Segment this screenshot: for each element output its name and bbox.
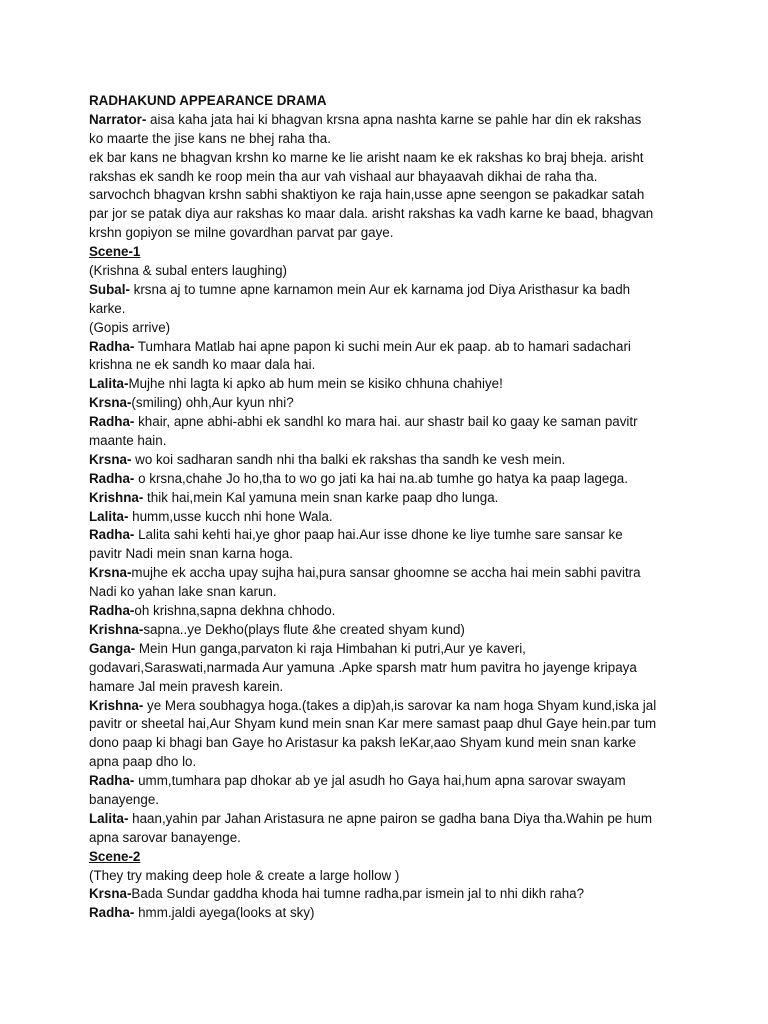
text-line: (Krishna & subal enters laughing) <box>89 263 287 279</box>
speaker-name: Radha- <box>89 414 135 430</box>
speaker-name: Krishna- <box>89 621 144 637</box>
speaker-name: Krishna- <box>89 489 144 505</box>
speaker-name: Radha- <box>89 470 135 486</box>
dialogue-text: umm,tumhara pap dhokar ab ye jal asudh ho Gaya hai,hum apna sarovar swayam <box>134 773 626 789</box>
dialogue-line <box>89 338 690 357</box>
dialogue-line <box>89 621 690 640</box>
dialogue-text: Lalita sahi kehti hai,ye ghor paap hai.Aur isse dhone ke liye tumhe sare sansar ke <box>134 527 623 543</box>
speaker-name: Radha- <box>89 527 135 543</box>
speaker-name: Krsna- <box>89 886 132 902</box>
dialogue-line <box>89 508 690 527</box>
dialogue-line <box>89 470 690 489</box>
dialogue-line <box>89 885 690 904</box>
dialogue-line <box>89 394 690 413</box>
dialogue-text: Tumhara Matlab hai apne papon ki suchi mein Aur ek paap. ab to hamari sadachari <box>134 338 631 354</box>
dialogue-text: humm,usse kucch nhi hone Wala. <box>128 508 333 524</box>
dialogue-line <box>89 526 690 545</box>
dialogue-text: hmm.jaldi ayega(looks at sky) <box>134 905 315 921</box>
text-line: ek bar kans ne bhagvan krshn ko marne ke lie arisht naam ke ek rakshas ko braj bheja. arisht <box>89 149 644 165</box>
dialogue-text: aisa kaha jata hai ki bhagvan krsna apna nashta karne se pahle har din ek rakshas <box>146 111 642 127</box>
speaker-name: Krsna- <box>89 565 132 581</box>
speaker-name: Subal- <box>89 281 130 297</box>
text-line: apna paap dho lo. <box>89 754 197 770</box>
scene-heading: Scene-1 <box>89 244 141 260</box>
dialogue-line <box>89 281 690 300</box>
text-line: ko maarte the jise kans ne bhej raha tha. <box>89 130 331 146</box>
dialogue-line <box>89 413 690 432</box>
dialogue-line <box>89 772 690 791</box>
text-line: dono paap ki bhagi ban Gaye ho Aristasur ka paksh leKar,aao Shyam kund mein snan karke <box>89 735 637 751</box>
dialogue-text: thik hai,mein Kal yamuna mein snan karke paap dho lunga. <box>143 489 499 505</box>
text-line: apna sarovar banayenge. <box>89 829 241 845</box>
text-line: (They try making deep hole & create a large hollow ) <box>89 867 400 883</box>
dialogue-text: Mein Hun ganga,parvaton ki raja Himbahan ki putri,Aur ye kaveri, <box>135 640 526 656</box>
text-line: maante hain. <box>89 433 167 449</box>
text-line: rakshas ek sandh ke roop mein tha aur vah vishaal aur bhayaavah dikhai de raha tha. <box>89 168 598 184</box>
dialogue-text: haan,yahin par Jahan Aristasura ne apne pairon se gadha bana Diya tha.Wahin pe hum <box>128 810 653 826</box>
text-line: sarvochch bhagvan krshn sabhi shaktiyon ke raja hain,usse apne seengon se pakadkar satah <box>89 187 645 203</box>
dialogue-line <box>89 602 690 621</box>
dialogue-text: (smiling) ohh,Aur kyun nhi? <box>131 395 294 411</box>
scene-heading: Scene-2 <box>89 848 141 864</box>
script-body <box>89 111 690 923</box>
text-line: pavitr Nadi mein snan karna hoga. <box>89 546 293 562</box>
speaker-name: Lalita- <box>89 810 129 826</box>
dialogue-text: ye Mera soubhagya hoga.(takes a dip)ah,is sarovar ka nam hoga Shyam kund,iska jal <box>143 697 657 713</box>
speaker-name: Ganga- <box>89 640 136 656</box>
dialogue-text: oh krishna,sapna dekhna chhodo. <box>134 603 336 619</box>
dialogue-line <box>89 640 690 659</box>
speaker-name: Radha- <box>89 603 135 619</box>
speaker-name: Radha- <box>89 905 135 921</box>
text-line: karke. <box>89 300 126 316</box>
dialogue-text: khair, apne abhi-abhi ek sandhl ko mara hai. aur shastr bail ko gaay ke saman pavitr <box>134 414 638 430</box>
dialogue-line <box>89 697 690 716</box>
text-line: banayenge. <box>89 791 159 807</box>
dialogue-line <box>89 904 690 923</box>
dialogue-line <box>89 564 690 583</box>
dialogue-text: sapna..ye Dekho(plays flute &he created shyam kund) <box>143 621 465 637</box>
dialogue-text: Mujhe nhi lagta ki apko ab hum mein se kisiko chhuna chahiye! <box>128 376 503 392</box>
speaker-name: Krsna- <box>89 451 132 467</box>
speaker-name: Krishna- <box>89 697 144 713</box>
dialogue-line <box>89 375 690 394</box>
text-line: krishna ne ek sandh ko maar dala hai. <box>89 357 316 373</box>
text-line: par jor se patak diya aur rakshas ko maar dala. arisht rakshas ka vadh karne ke baad, bhagvan <box>89 206 654 222</box>
speaker-name: Radha- <box>89 338 135 354</box>
dialogue-text: Bada Sundar gaddha khoda hai tumne radha,par ismein jal to nhi dikh raha? <box>131 886 585 902</box>
speaker-name: Krsna- <box>89 395 132 411</box>
speaker-name: Lalita- <box>89 508 129 524</box>
text-line: krshn gopiyon se milne govardhan parvat par gaye. <box>89 225 394 241</box>
document-title: RADHAKUND APPEARANCE DRAMA <box>89 93 327 108</box>
speaker-name: Radha- <box>89 773 135 789</box>
text-line: godavari,Saraswati,narmada Aur yamuna .Apke sparsh matr hum pavitra ho jayenge kripaya <box>89 659 637 675</box>
dialogue-text: krsna aj to tumne apne karnamon mein Aur ek karnama jod Diya Aristhasur ka badh <box>129 281 631 297</box>
text-line: (Gopis arrive) <box>89 319 171 335</box>
text-line: Nadi ko yahan lake snan karun. <box>89 584 277 600</box>
dialogue-line <box>89 111 690 130</box>
dialogue-line <box>89 810 690 829</box>
dialogue-text: wo koi sadharan sandh nhi tha balki ek rakshas tha sandh ke vesh mein. <box>131 451 566 467</box>
text-line: hamare Jal mein pravesh karein. <box>89 678 284 694</box>
speaker-name: Narrator- <box>89 111 147 127</box>
dialogue-text: mujhe ek accha upay sujha hai,pura sansar ghoomne se accha hai mein sabhi pavitra <box>131 565 641 581</box>
dialogue-line <box>89 489 690 508</box>
dialogue-line <box>89 451 690 470</box>
speaker-name: Lalita- <box>89 376 129 392</box>
dialogue-text: o krsna,chahe Jo ho,tha to wo go jati ka hai na.ab tumhe go hatya ka paap lagega. <box>134 470 628 486</box>
text-line: pavitr or sheetal hai,Aur Shyam kund mein snan Kar mere samast paap dhul Gaye hein.par tum <box>89 716 657 732</box>
